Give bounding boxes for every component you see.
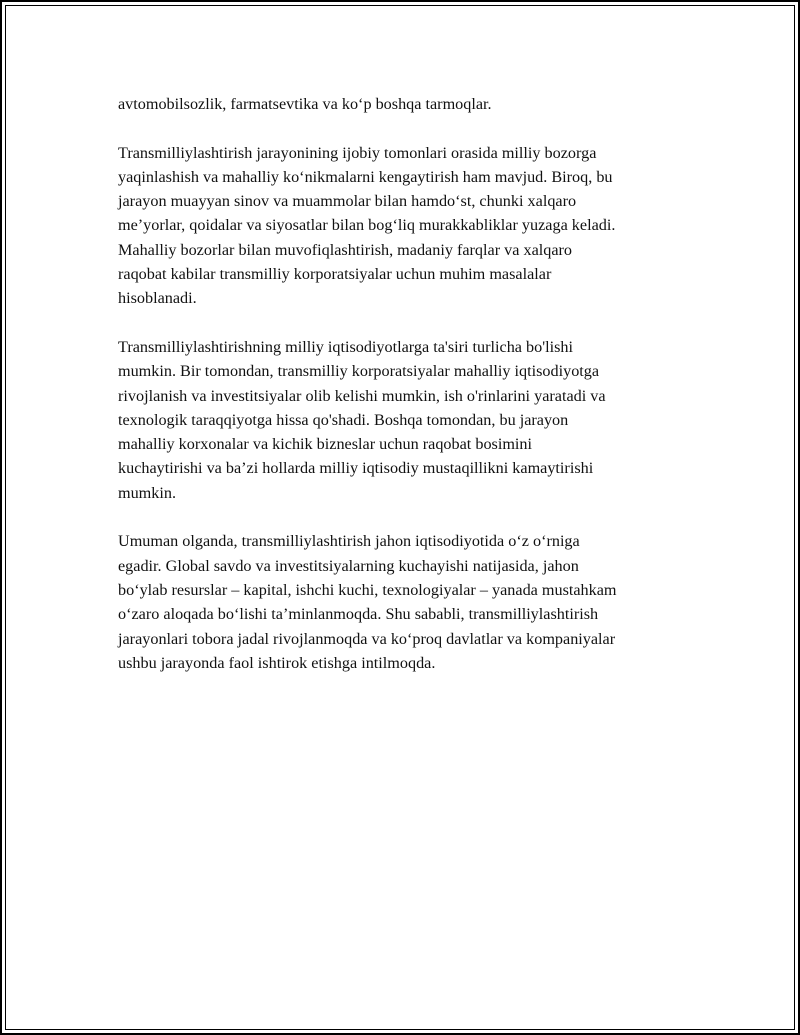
text-line: mumkin. Bir tomondan, transmilliy korporatsiyalar mahalliy iqtisodiyotga (118, 362, 600, 381)
text-line: texnologik taraqqiyotga hissa qo'shadi. Boshqa tomondan, bu jarayon (118, 410, 569, 429)
paragraph-1 (118, 92, 698, 116)
paragraph-2 (118, 141, 698, 311)
text-line: rivojlanish va investitsiyalar olib kelishi mumkin, ish o'rinlarini yaratadi va (118, 386, 606, 405)
text-line: yaqinlashish va mahalliy ko‘nikmalarni kengaytirish ham mavjud. Biroq, bu (118, 167, 613, 186)
text-line: mahalliy korxonalar va kichik bizneslar uchun raqobat bosimini (118, 435, 533, 454)
text-line: jarayonlari tobora jadal rivojlanmoqda va ko‘proq davlatlar va kompaniyalar (118, 629, 616, 648)
text-line: me’yorlar, qoidalar va siyosatlar bilan bog‘liq murakkabliklar yuzaga keladi. (118, 216, 616, 235)
text-line: mumkin. (118, 483, 177, 502)
text-line: Transmilliylashtirishning milliy iqtisodiyotlarga ta'siri turlicha bo'lishi (118, 337, 574, 356)
text-line: Umuman olganda, transmilliylashtirish jahon iqtisodiyotida o‘z o‘rniga (118, 532, 580, 551)
text-line: jarayon muayyan sinov va muammolar bilan hamdo‘st, chunki xalqaro (118, 192, 577, 211)
text-line: Mahalliy bozorlar bilan muvofiqlashtirish, madaniy farqlar va xalqaro (118, 240, 573, 259)
text-line: egadir. Global savdo va investitsiyalarning kuchayishi natijasida, jahon (118, 556, 579, 575)
text-line: ushbu jarayonda faol ishtirok etishga intilmoqda. (118, 653, 436, 672)
text-line: kuchaytirishi va ba’zi hollarda milliy iqtisodiy mustaqillikni kamaytirishi (118, 459, 594, 478)
text-line: hisoblanadi. (118, 289, 197, 308)
text-line: o‘zaro aloqada bo‘lishi ta’minlanmoqda. Shu sababli, transmilliylashtirish (118, 605, 599, 624)
text-line: bo‘ylab resurslar – kapital, ishchi kuchi, texnologiyalar – yanada mustahkam (118, 580, 617, 599)
document-body (118, 92, 698, 699)
paragraph-3 (118, 335, 698, 505)
text-line: avtomobilsozlik, farmatsevtika va ko‘p boshqa tarmoqlar. (118, 95, 492, 113)
text-line: raqobat kabilar transmilliy korporatsiyalar uchun muhim masalalar (118, 265, 552, 284)
text-line: Transmilliylashtirish jarayonining ijobiy tomonlari orasida milliy bozorga (118, 143, 597, 162)
paragraph-4 (118, 529, 698, 675)
